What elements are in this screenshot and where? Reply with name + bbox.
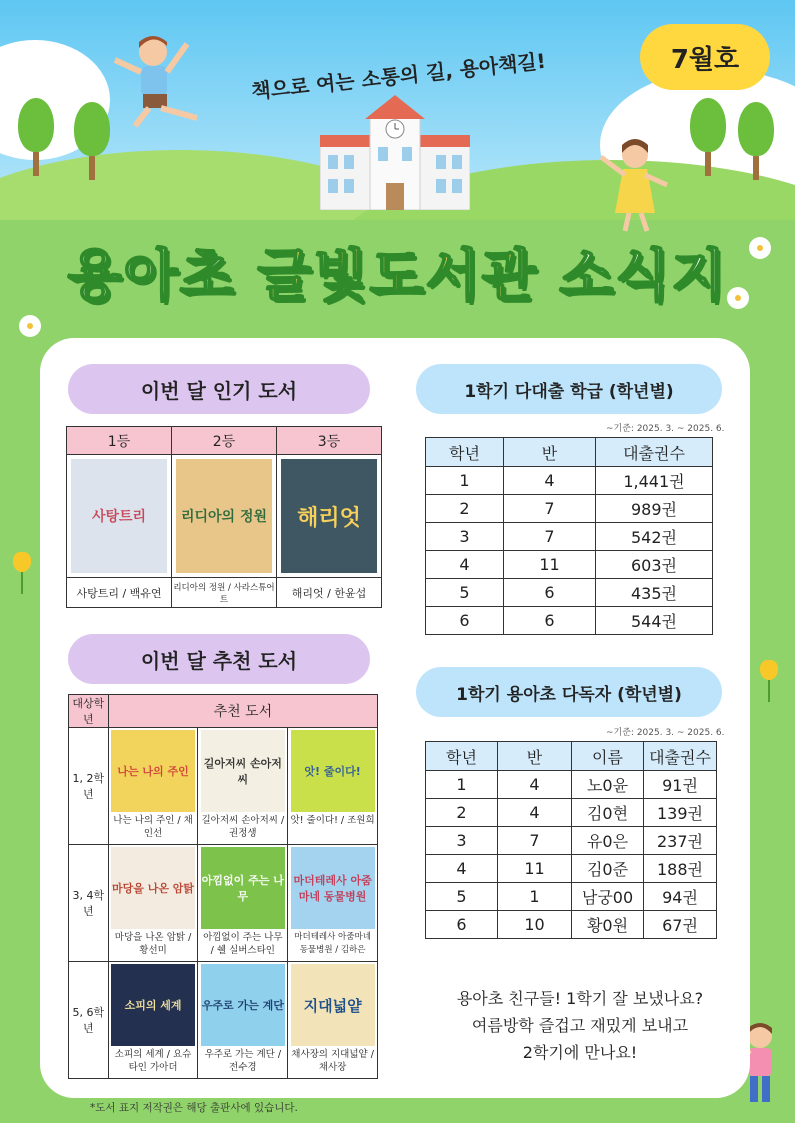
book-cover[interactable]: 소피의 세계	[111, 964, 195, 1046]
slogan: 책으로 여는 소통의 길, 용아책길!	[250, 48, 547, 104]
message-line: 여름방학 즐겁고 재밌게 보내고	[471, 1016, 689, 1035]
book-cover[interactable]: 마더테레사 아줌마네 동물병원	[291, 847, 375, 929]
class-stats-table	[425, 437, 713, 635]
book-cover[interactable]: 우주로 가는 계단	[201, 964, 285, 1046]
recommended-books-table	[68, 694, 378, 1079]
table-row: 5 1 남궁00 94권	[426, 883, 717, 911]
book-cover[interactable]: 해리엇	[281, 459, 377, 573]
table-row: 6 6 544권	[426, 607, 713, 635]
book-cover[interactable]: 앗! 줄이다!	[291, 730, 375, 812]
table-row: 2 7 989권	[426, 495, 713, 523]
col-loans: 대출권수	[644, 742, 717, 771]
tulip-icon	[13, 552, 31, 572]
reader-stats-heading: 1학기 용아초 다독자 (학년별)	[416, 667, 722, 717]
table-row: 1 4 1,441권	[426, 467, 713, 495]
book-cover[interactable]: 마당을 나온 암탉	[111, 847, 195, 929]
tree-icon	[690, 98, 726, 176]
book-caption: 사탕트리 / 백유연	[67, 578, 172, 608]
jumping-boy-illustration	[105, 30, 215, 140]
book-cover[interactable]: 지대넓얕	[291, 964, 375, 1046]
table-row: 3 7 유0은 237권	[426, 827, 717, 855]
flower-icon	[752, 240, 768, 256]
book-caption: 나는 나의 주인 / 채인선	[113, 815, 193, 839]
title-library: 글빛도서관	[257, 244, 538, 309]
book-caption: 채사장의 지대넓얕 / 채사장	[291, 1049, 374, 1073]
table-row: 5 6 435권	[426, 579, 713, 607]
tree-icon	[738, 102, 774, 180]
book-caption: 우주로 가는 계단 / 전수경	[204, 1049, 282, 1073]
grade-label: 5, 6학년	[69, 962, 109, 1079]
book-caption: 소피의 세계 / 요슈타인 가아더	[114, 1049, 192, 1073]
col-class: 반	[504, 438, 596, 467]
title-newsletter: 소식지	[559, 244, 728, 309]
book-caption: 리디아의 정원 / 사라스튜어트	[172, 578, 277, 608]
message-line: 용아초 친구들! 1학기 잘 보냈나요?	[456, 989, 704, 1008]
reader-stats-period: ~기준: 2025. 3. ~ 2025. 6.	[606, 728, 725, 738]
book-cover[interactable]: 사탕트리	[71, 459, 167, 573]
book-caption: 마더테레사 아줌마네 동물병원 / 김하은	[294, 932, 371, 955]
col-name: 이름	[572, 742, 644, 771]
flower-icon	[22, 318, 38, 334]
col-class: 반	[498, 742, 572, 771]
newsletter-title	[30, 232, 765, 312]
book-cover[interactable]: 아낌없이 주는 나무	[201, 847, 285, 929]
grade-header: 대상학년	[69, 695, 109, 728]
title-school: 용아초	[67, 244, 236, 309]
girl-illustration	[595, 135, 680, 235]
grade-label: 1, 2학년	[69, 728, 109, 845]
books-header: 추천 도서	[108, 695, 377, 728]
table-row: 1 4 노0윤 91권	[426, 771, 717, 799]
rank-1-header: 1등	[67, 427, 172, 455]
rank-2-header: 2등	[172, 427, 277, 455]
book-caption: 앗! 줄이다! / 조원희	[290, 815, 375, 826]
table-row: 6 10 황0원 67권	[426, 911, 717, 939]
rank-3-header: 3등	[277, 427, 382, 455]
book-caption: 마당을 나온 암탉 / 황선미	[114, 932, 192, 956]
table-row: 2 4 김0현 139권	[426, 799, 717, 827]
reader-stats-table	[425, 741, 717, 939]
issue-badge: 7월호	[640, 24, 770, 90]
closing-message	[440, 985, 720, 1066]
book-caption: 길아저씨 손아저씨 / 권정생	[201, 815, 285, 839]
copyright-note: *도서 표지 저작권은 해당 출판사에 있습니다.	[90, 1102, 298, 1114]
book-cover[interactable]: 길아저씨 손아저씨	[201, 730, 285, 812]
recommended-books-heading: 이번 달 추천 도서	[68, 634, 370, 684]
class-stats-period: ~기준: 2025. 3. ~ 2025. 6.	[606, 424, 725, 434]
tulip-icon	[760, 660, 778, 680]
message-line: 2학기에 만나요!	[522, 1043, 638, 1062]
popular-books-table	[66, 426, 382, 608]
popular-books-heading: 이번 달 인기 도서	[68, 364, 370, 414]
table-row: 4 11 김0준 188권	[426, 855, 717, 883]
class-stats-heading: 1학기 다대출 학급 (학년별)	[416, 364, 722, 414]
book-cover[interactable]: 리디아의 정원	[176, 459, 272, 573]
tree-icon	[18, 98, 54, 176]
table-row: 4 11 603권	[426, 551, 713, 579]
col-grade: 학년	[426, 742, 498, 771]
grade-label: 3, 4학년	[69, 845, 109, 962]
table-row: 3 7 542권	[426, 523, 713, 551]
flower-icon	[730, 290, 746, 306]
book-caption: 해리엇 / 한윤섭	[277, 578, 382, 608]
col-loans: 대출권수	[596, 438, 713, 467]
book-cover[interactable]: 나는 나의 주인	[111, 730, 195, 812]
col-grade: 학년	[426, 438, 504, 467]
book-caption: 아낌없이 주는 나무 / 쉘 실버스타인	[203, 932, 283, 956]
